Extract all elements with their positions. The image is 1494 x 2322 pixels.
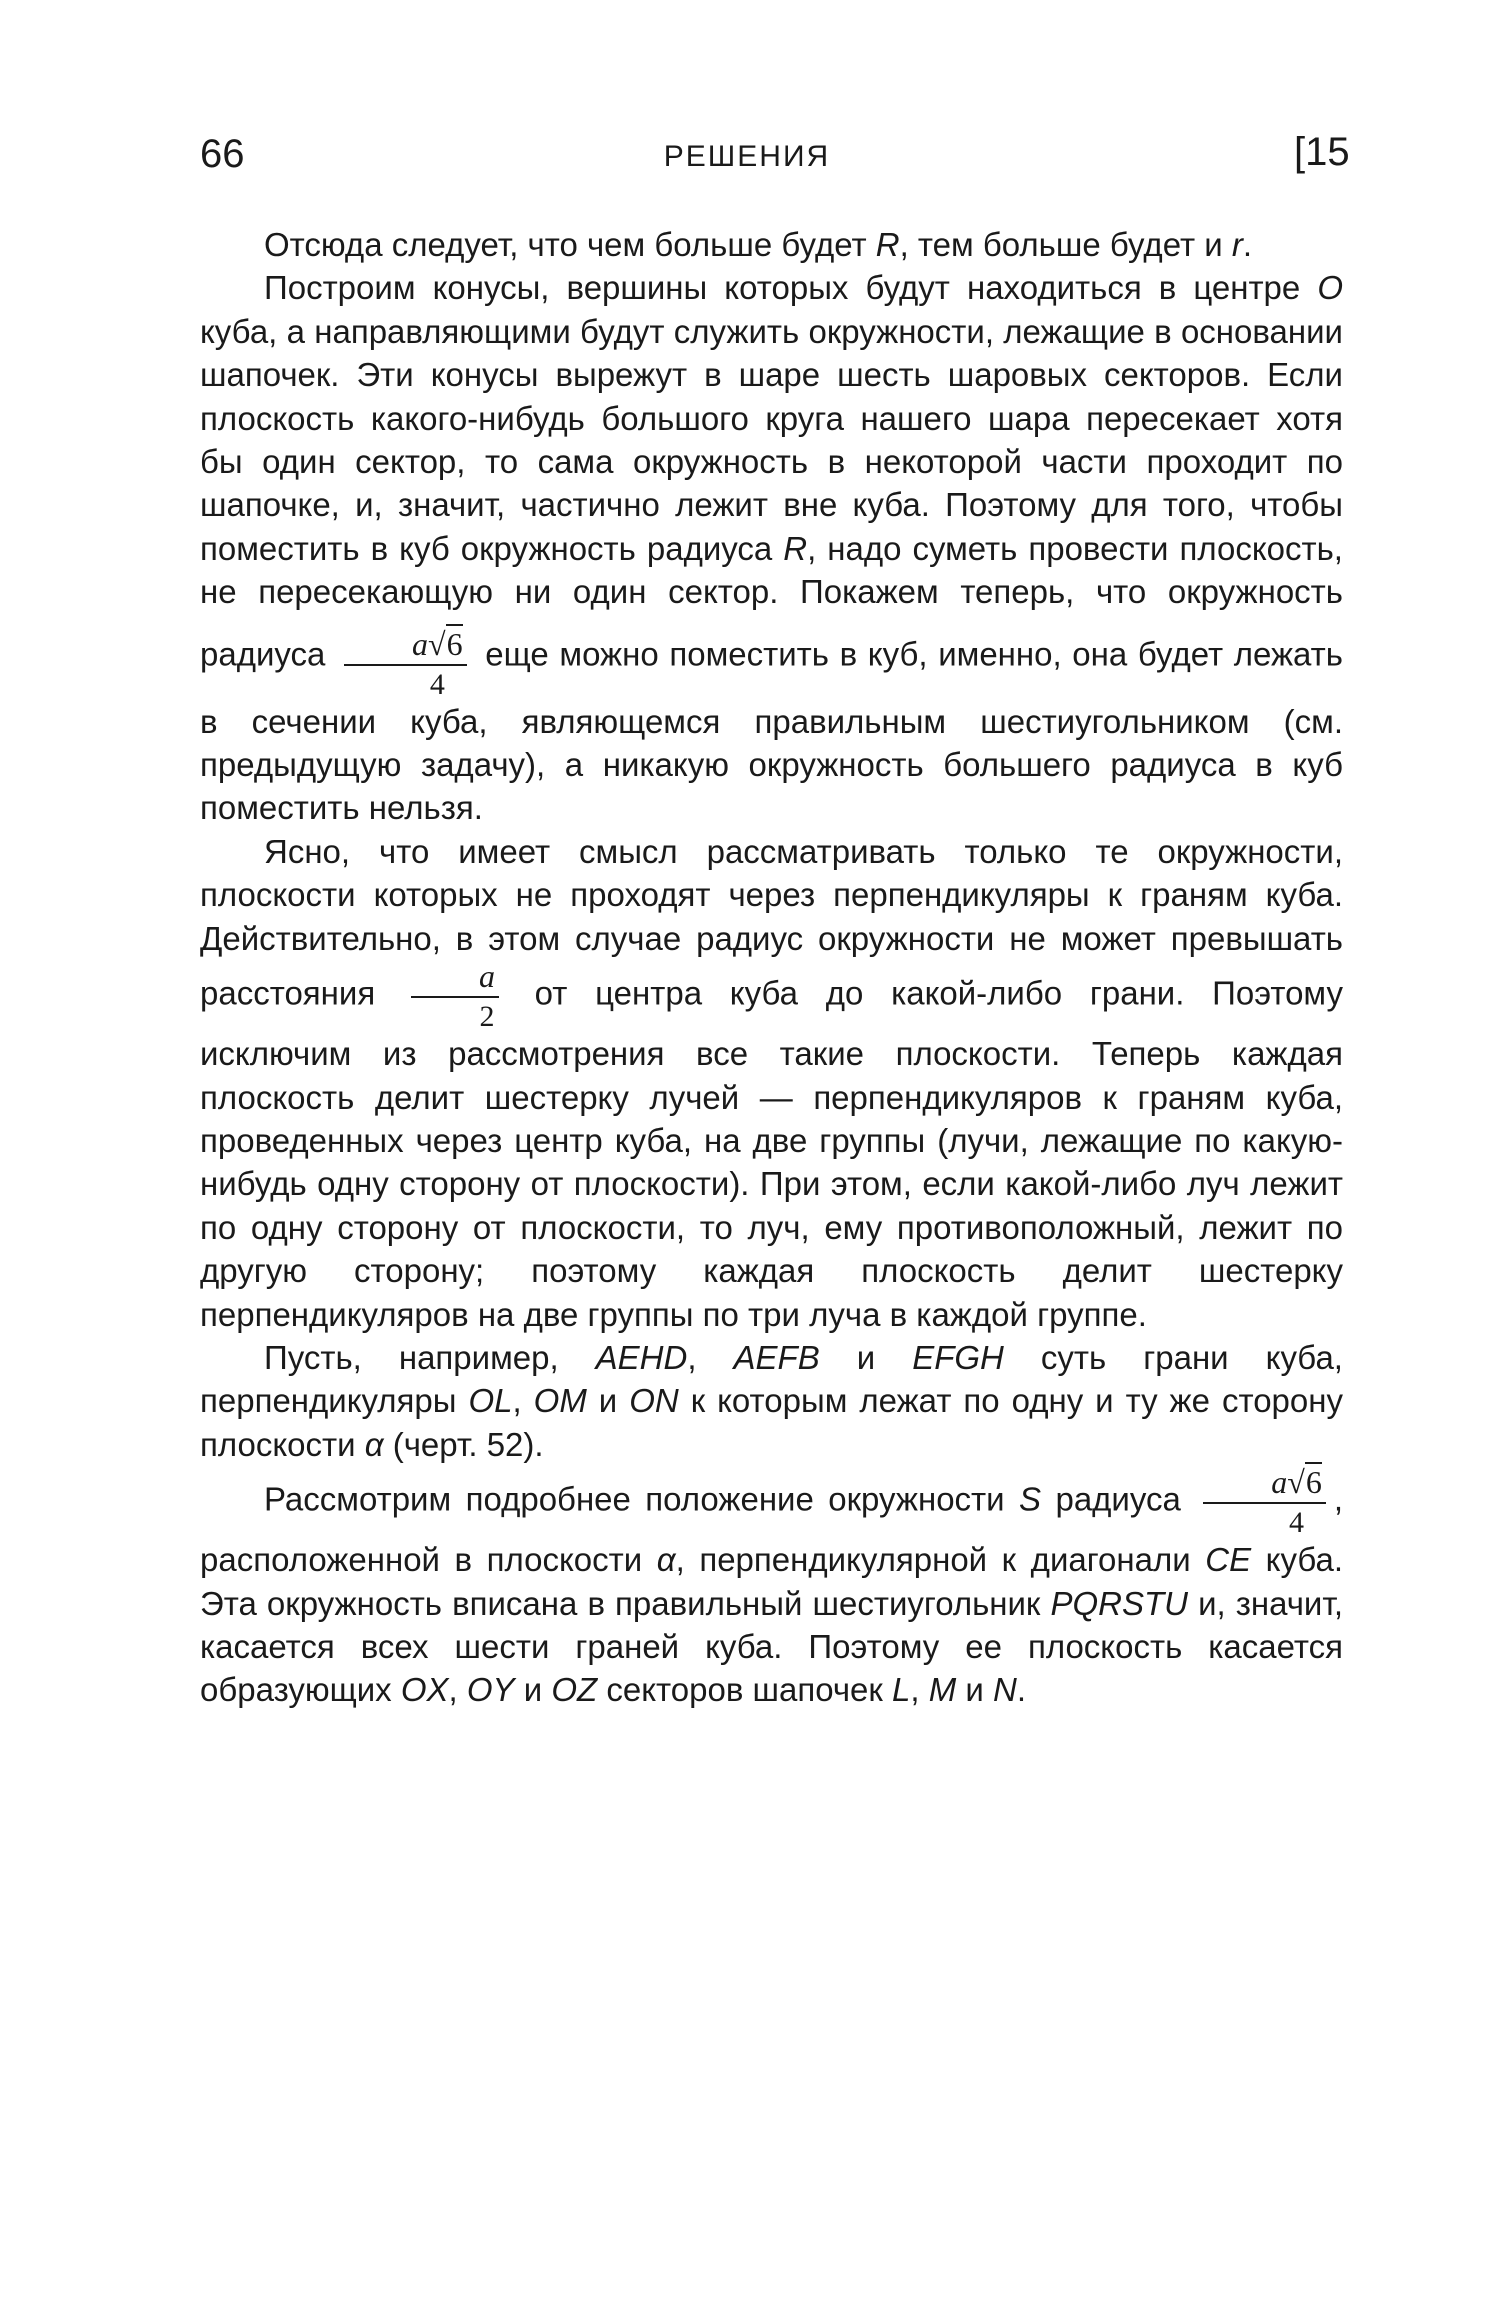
paragraph-1: Отсюда следует, что чем больше будет R, тем больше будет и r. xyxy=(264,226,1253,263)
body-text xyxy=(200,223,1343,1712)
paragraph-4: Пусть, например, AEHD, AEFB и EFGH суть грани куба, перпендикуляры OL, OM и ON к которым лежат по одну и ту же сторону плоскости α (черт. 52). xyxy=(200,1338,1343,1463)
running-title: РЕШЕНИЯ xyxy=(663,140,831,173)
fraction-a-sqrt6-over-4: $\frac{a√6}{4}$ xyxy=(344,628,467,700)
page-number: 66 xyxy=(200,132,245,176)
fraction-a-over-2: $\frac{a}{2}$ xyxy=(411,960,499,1032)
section-marker: [15 xyxy=(1294,130,1350,174)
paragraph-5: Рассмотрим подробнее положение окружности S радиуса $\frac{a√6}{4}$ , расположенной в плоскости α, перпендикулярной к диагонали CE куба. Эта окружность вписана в правильный шестиугольник PQRSTU и, значит, касается всех шести граней куба. Поэтому ее плоскость касается образующих OX, OY и OZ секторов шапочек L, M и N. xyxy=(200,1464,1343,1709)
paragraph-2: Построим конусы, вершины которых будут находиться в центре O куба, а направляющими будут служить окружности, лежащие в основании шапочек. Эти конусы вырежут в шаре шесть шаровых секторов. Если плоскость какого-нибудь большого круга нашего шара пересекает хотя бы один сектор, то сама окружность в некоторой части проходит по шапочке, и, значит, частично лежит вне куба. Поэтому для того, чтобы поместить в куб окружность радиуса R, надо суметь провести плоскость, не пересекающую ни один сектор. Покажем теперь, что окружность радиуса $\frac{a√6}{4}$ еще можно поместить в куб, именно, она будет лежать в сечении куба, являющемся правильным шестиугольником (см. предыдущую задачу), а никакую окружность большего радиуса в куб поместить нельзя. xyxy=(200,269,1343,827)
paragraph-3: Ясно, что имеет смысл рассматривать только те окружности, плоскости которых не проходят через перпендикуляры к граням куба. Действительно, в этом случае радиус окружности не может превышать расстояния $\frac{a}{2}$ от центра куба до какой-либо грани. Поэтому исключим из рассмотрения все такие плоскости. Теперь каждая плоскость делит шестерку лучей — перпендикуляров к граням куба, проведенных через центр куба, на две группы (лучи, лежащие по какую-нибудь одну сторону от плоскости). При этом, если какой-либо луч лежит по одну сторону от плоскости, то луч, ему противоположный, лежит по другую сторону; поэтому каждая плоскость делит шестерку перпендикуляров на две группы по три луча в каждой группе. xyxy=(200,832,1343,1333)
fraction-a-sqrt6-over-4: $\frac{a√6}{4}$ xyxy=(1203,1466,1326,1538)
